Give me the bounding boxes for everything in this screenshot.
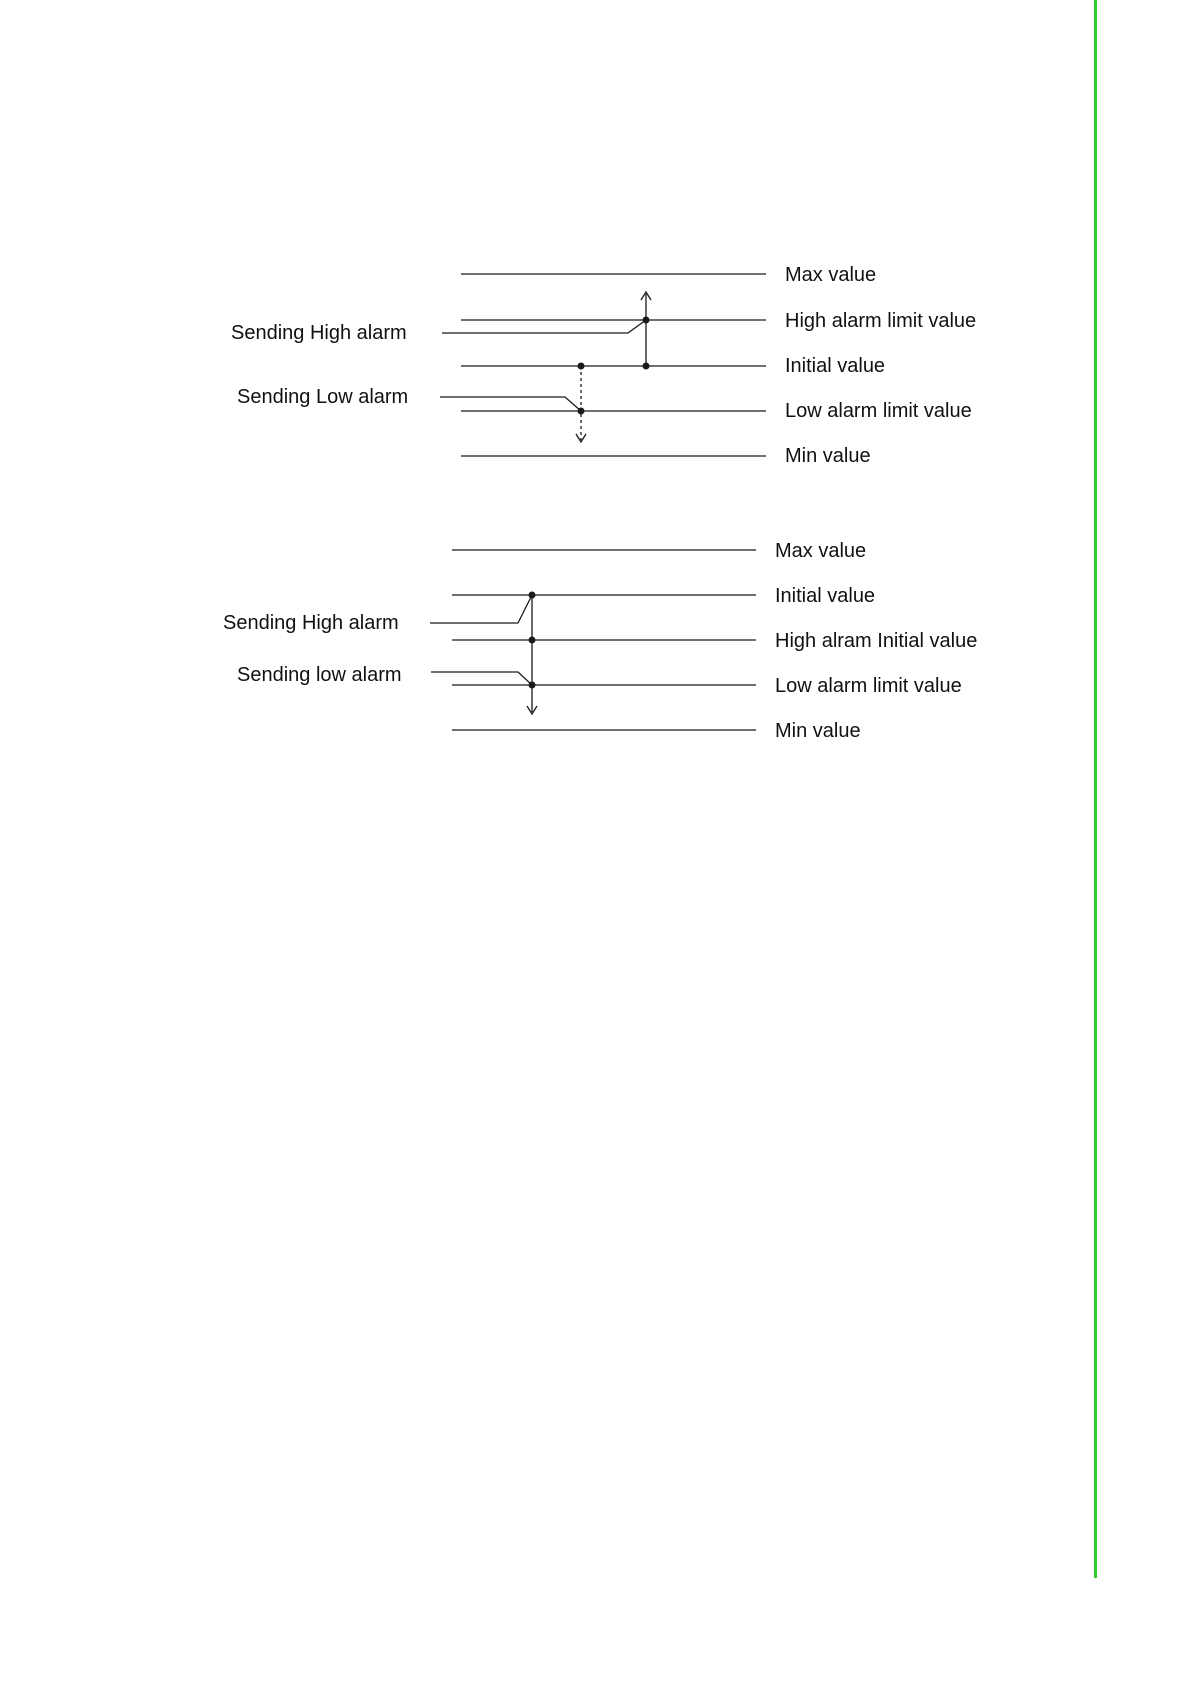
d1-label-initial: Initial value xyxy=(785,355,886,377)
d2-high-cross-dot xyxy=(529,637,536,644)
d1-low-start-dot xyxy=(578,363,585,370)
diagram-2 xyxy=(223,540,977,742)
d2-label-max: Max value xyxy=(775,540,867,562)
diagram-1 xyxy=(231,264,976,467)
d2-label-min: Min value xyxy=(775,720,861,742)
d1-low-leader xyxy=(440,397,581,411)
page-edge-rule xyxy=(1094,0,1097,1578)
d1-high-leader xyxy=(442,320,646,333)
d1-label-high-limit: High alarm limit value xyxy=(785,310,977,332)
d2-callout-high: Sending High alarm xyxy=(223,612,399,634)
d1-callout-high: Sending High alarm xyxy=(231,322,407,344)
d2-label-high-initial: High alram Initial value xyxy=(775,630,978,652)
d1-callout-low: Sending Low alarm xyxy=(237,386,409,408)
d1-high-start-dot xyxy=(643,363,650,370)
d1-label-min: Min value xyxy=(785,445,871,467)
d2-callout-low: Sending low alarm xyxy=(237,664,402,686)
d2-label-initial: Initial value xyxy=(775,585,876,607)
d2-label-low-limit: Low alarm limit value xyxy=(775,675,962,697)
d1-label-low-limit: Low alarm limit value xyxy=(785,400,972,422)
d2-low-leader xyxy=(431,672,532,685)
d1-label-max: Max value xyxy=(785,264,877,286)
d2-high-leader xyxy=(430,595,532,623)
